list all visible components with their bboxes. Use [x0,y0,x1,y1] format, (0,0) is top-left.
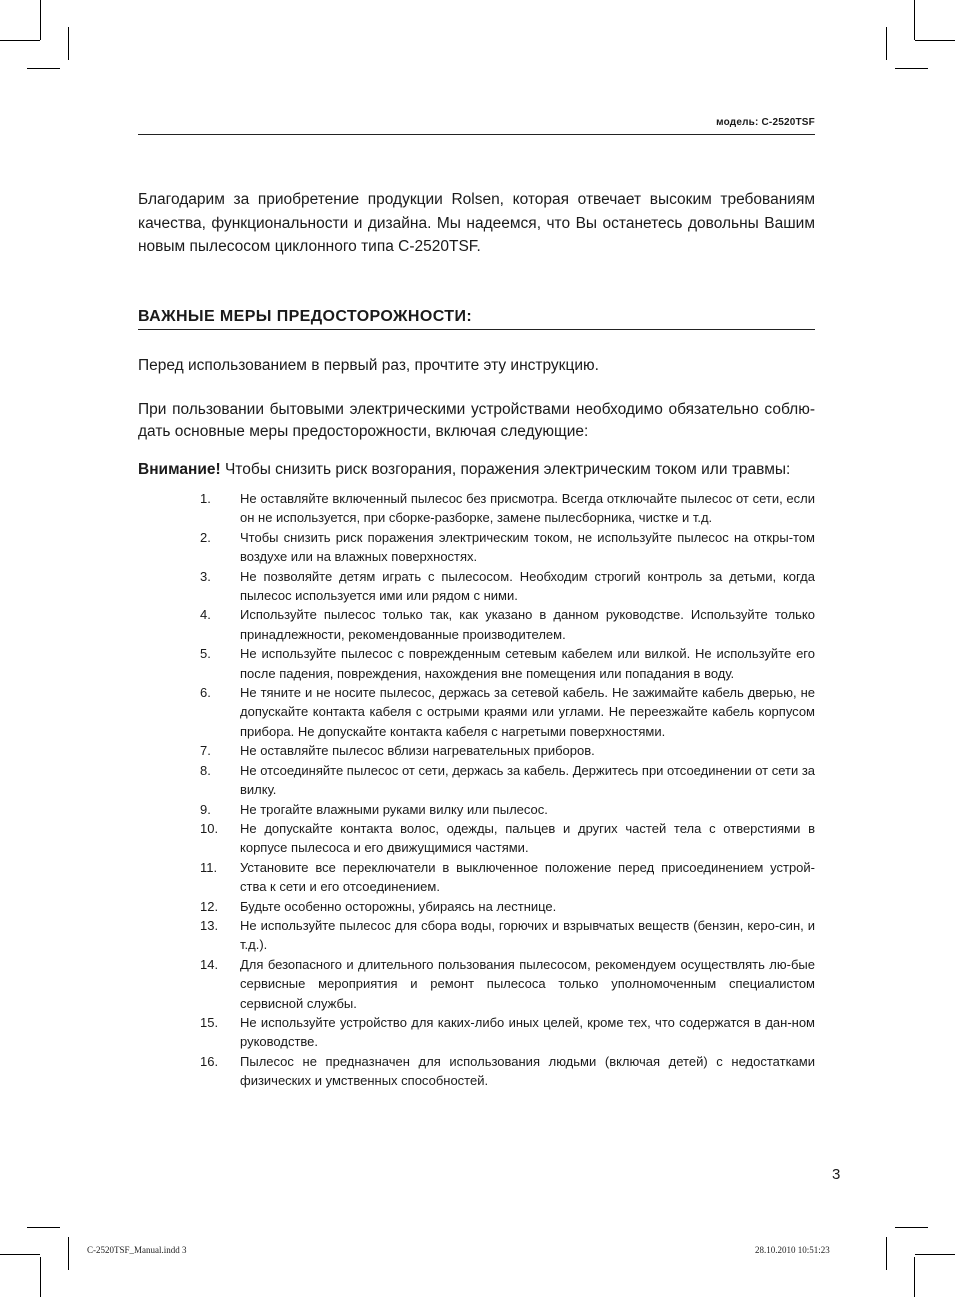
list-item-text: Будьте особенно осторожны, убираясь на лестнице. [240,898,557,914]
list-item-number: 16. [200,1053,219,1069]
warning-paragraph [138,459,815,481]
list-item-number: 15. [200,1014,219,1030]
list-item-text: Не оставляйте включенный пылесос без присмотра. Всегда отключайте пылесос от сети, если он не используется, при сборке-разборке, замене пылесборника, чистке и т.д. [240,491,815,526]
list-item-number: 13. [200,917,219,933]
crop-mark [914,0,915,40]
list-item-number: 4. [200,607,211,623]
list-item-number: 5. [200,646,211,662]
crop-mark [914,1257,915,1297]
list-item-text: Не оставляйте пылесос вблизи нагревательных приборов. [240,743,595,759]
list-item [200,897,815,916]
list-item-text: Не используйте пылесос для сбора воды, горючих и взрывчатых веществ (бензин, керо-син, и т.д.). [240,917,815,953]
model-header: модель: C-2520TSF [138,117,815,135]
list-item-text: Используйте пылесос только так, как указано в данном руководстве. Используйте только принадлежности, рекомендованные производителем. [240,607,815,642]
page-number: 3 [832,1166,841,1183]
list-item-number: 11. [200,859,218,875]
list-item [200,683,815,741]
list-item-text: Установите все переключатели в выключенное положение перед присоединением устрой-ства к сети и его отсоединением. [240,859,815,895]
crop-mark [68,27,69,60]
crop-mark [915,40,955,41]
list-item [200,800,815,819]
crop-mark [895,1227,928,1228]
warning-text: Чтобы снизить риск возгорания, поражения электрическим током или травмы: [220,461,791,478]
list-item [200,916,815,955]
section-title: ВАЖНЫЕ МЕРЫ ПРЕДОСТОРОЖНОСТИ: [138,308,815,330]
list-item-number: 12. [200,898,219,914]
list-item [200,605,815,644]
list-item-text: Не используйте пылесос с поврежденным сетевым кабелем или вилкой. Не используйте его после падения, повреждения, нахождения вне помещения или попадания в воду. [240,646,815,681]
crop-mark [0,40,40,41]
list-item-text: Не тяните и не носите пылесос, держась за сетевой кабель. Не зажимайте кабель дверью, не допускайте контакта кабеля с острыми краями или углами. Не переезжайте кабель корпусом прибора. Не допускайте контакта кабеля с нагретыми поверхностями. [240,685,815,739]
list-item [200,858,815,897]
list-item [200,1013,815,1052]
list-item-number: 3. [200,568,211,584]
list-item-text: Пылесос не предназначен для использования людьми (включая детей) с недостатками физических и умственных способностей. [240,1053,815,1089]
safety-rules-list [200,489,815,1091]
crop-mark [0,1254,40,1255]
list-item [200,489,815,528]
crop-mark [27,1227,60,1228]
crop-mark [40,1257,41,1297]
list-item [200,644,815,683]
list-item-text: Для безопасного и длительного пользования пылесосом, рекомендуем осуществлять лю-бые сервисные мероприятия и ремонт пылесоса только уполномоченным специалистом сервисной службы. [240,956,815,1011]
precautions-paragraph: При пользовании бытовыми электрическими устройствами необходимо обязательно соблю-дать основные меры предосторожности, включая следующие: [138,401,815,440]
list-item-text: Чтобы снизить риск поражения электрическим током, не используйте пылесос на откры-том воздухе или на влажных поверхностях. [240,529,815,565]
list-item [200,528,815,567]
list-item [200,741,815,760]
list-item [200,819,815,858]
list-item-number: 14. [200,956,219,972]
list-item-number: 1. [200,491,211,506]
list-item [200,761,815,800]
list-item [200,567,815,606]
list-item-number: 8. [200,762,211,778]
crop-mark [886,27,887,60]
crop-mark [886,1237,887,1270]
list-item-text: Не трогайте влажными руками вилку или пылесос. [240,801,548,817]
list-item [200,955,815,1013]
list-item-text: Не отсоединяйте пылесос от сети, держась за кабель. Держитесь при отсоединении от сети за вилку. [240,762,816,798]
list-item [200,1052,815,1091]
list-item-text: Не используйте устройство для каких-либо иных целей, кроме тех, что содержатся в дан-ном руководстве. [240,1014,815,1050]
list-item-text: Не допускайте контакта волос, одежды, пальцев и других частей тела с отверстиями в корпусе пылесоса и его движущимися частями. [240,820,815,856]
list-item-number: 10. [200,820,219,836]
crop-mark [895,68,928,69]
list-item-number: 7. [200,743,211,759]
crop-mark [68,1237,69,1270]
footer-timestamp: 28.10.2010 10:51:23 [755,1245,830,1255]
list-item-number: 2. [200,529,211,545]
footer-filename: C-2520TSF_Manual.indd 3 [87,1245,187,1255]
crop-mark [915,1254,955,1255]
crop-mark [27,68,60,69]
list-item-number: 6. [200,685,211,701]
crop-mark [40,0,41,40]
list-item-number: 9. [200,801,211,817]
intro-paragraph: Благодарим за приобретение продукции Rolsen, которая отвечает высоким требованиям качества, функциональности и дизайна. Мы надеемся, что Вы останетесь довольны Вашим новым пылесосом циклонного типа С-2520TSF. [138,191,815,255]
warning-label: Внимание! [138,461,221,478]
list-item-text: Не позволяйте детям играть с пылесосом. Необходим строгий контроль за детьми, когда пылесос используется ими или рядом с ними. [240,568,815,604]
first-use-paragraph: Перед использованием в первый раз, прочтите эту инструкцию. [138,357,599,374]
